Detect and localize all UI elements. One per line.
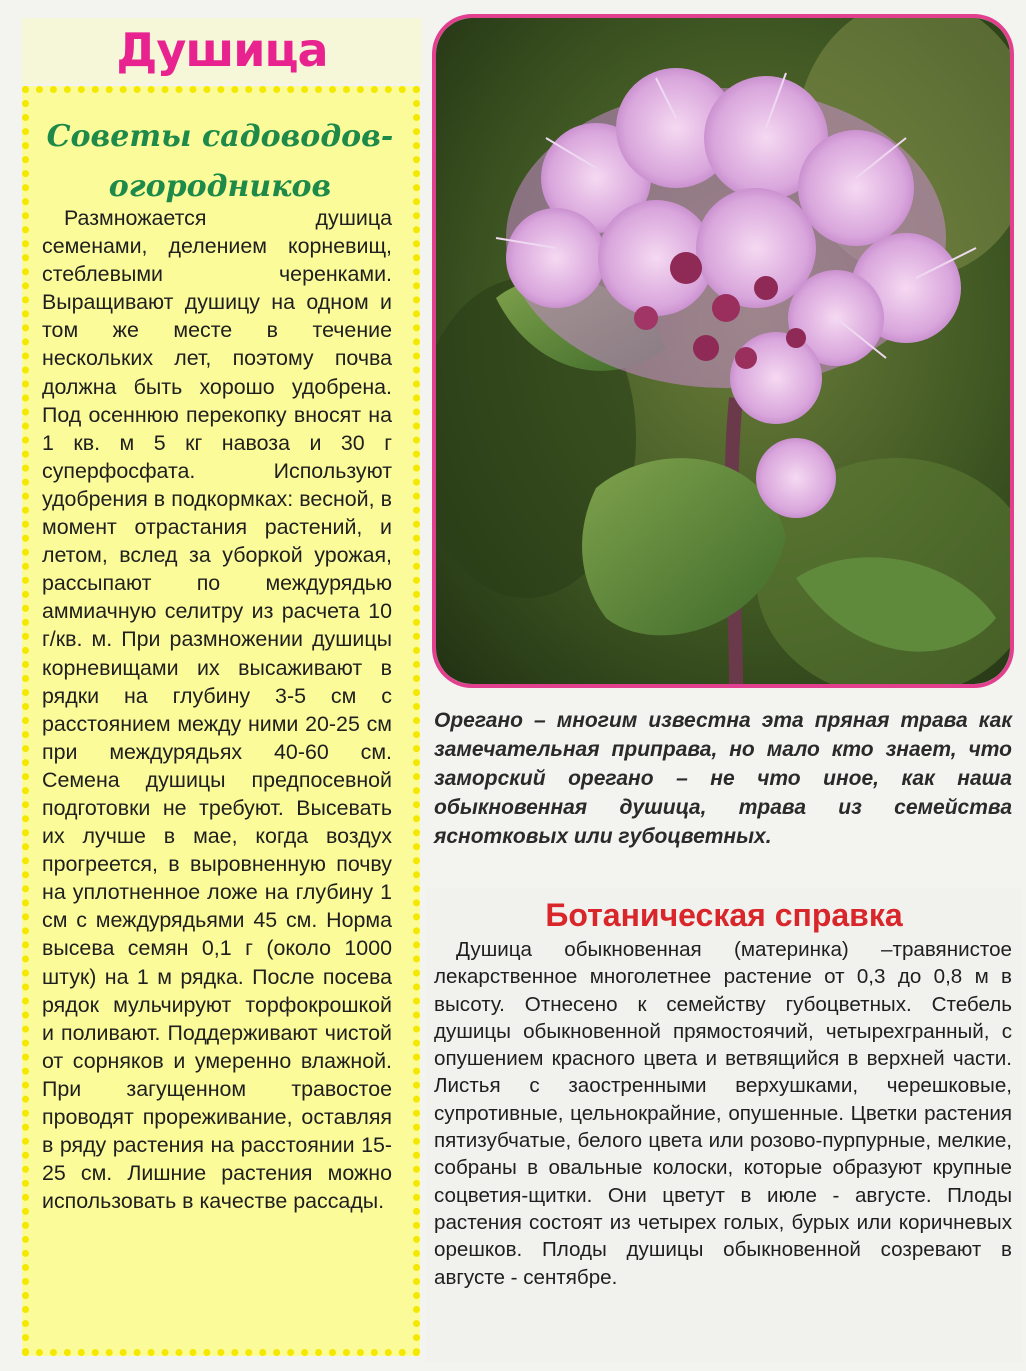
article-title: Душица [116,23,328,77]
tips-paragraph: Размножается душица семенами, делением корневищ, стеблевыми черенками. Выращивают душицу на одном и том же месте в течение нескольких лет, поэтому почва должна быть хорошо удобрена. Под осеннюю перекопку вносят на 1 кв. м 5 кг навоза и 30 г суперфосфата. Используют удобрения в подкормках: весной, в момент отрастания растений, и летом, вслед за уборкой урожая, рассыпают по междурядью аммиачную селитру из расчета 10 г/кв. м. При размножении душицы корневищами их высаживают в рядки на глубину 3-5 см с расстоянием между ними 20-25 см при междурядьях 40-60 см. Семена душицы предпосевной подготовки не требуют. Высевать их лучше в мае, когда воздух прогреется, в выровненную почву на уплотненное ложе на глубину 1 см с междурядьями 45 см. Норма высева семян 0,1 г (около 1000 штук) на 1 м рядка. После посева рядок мульчируют торфокрошкой и поливают. Поддерживают чистой от сорняков и умеренно влажной. При загущенном травостое проводят прореживание, оставляя в ряду растения на расстоянии 15-25 см. Лишние растения можно использовать в качестве рассады. [42,206,392,1214]
tips-subtitle: Советы садоводов-огородников [46,119,394,204]
flower-illustration [436,18,1010,684]
tips-text [42,204,392,1215]
reference-text [434,936,1012,1291]
reference-title: Ботаническая справка [545,897,903,933]
photo-caption: Орегано – многим известна эта пряная трава как замечательная приправа, но мало кто знает, что заморский орегано – не что иное, как наша обыкновенная душица, трава из семейства яснотковых или губоцветных. [434,709,1012,848]
oregano-photo [432,14,1014,688]
reference-paragraph: Душица обыкновенная (материнка) –травянистое лекарственное многолетнее растение от 0,3 до 0,8 м в высоту. Отнесено к семейству губоцветных. Стебель душицы обыкновенной прямостоячий, четырехгранный, с опушением красного цвета и ветвящийся в верхней части. Листья с заостренными верхушками, черешковые, супротивные, цельнокрайние, опушенные. Цветки растения пятизубчатые, белого цвета или розово-пурпурные, мелкие, собраны в овальные колоски, которые образуют крупные соцветия-щитки. Они цветут в июле - августе. Плоды растения состоят из четырех голых, бурых или коричневых орешков. Плоды душицы обыкновенной созревают в августе - сентябре. [434,938,1012,1289]
